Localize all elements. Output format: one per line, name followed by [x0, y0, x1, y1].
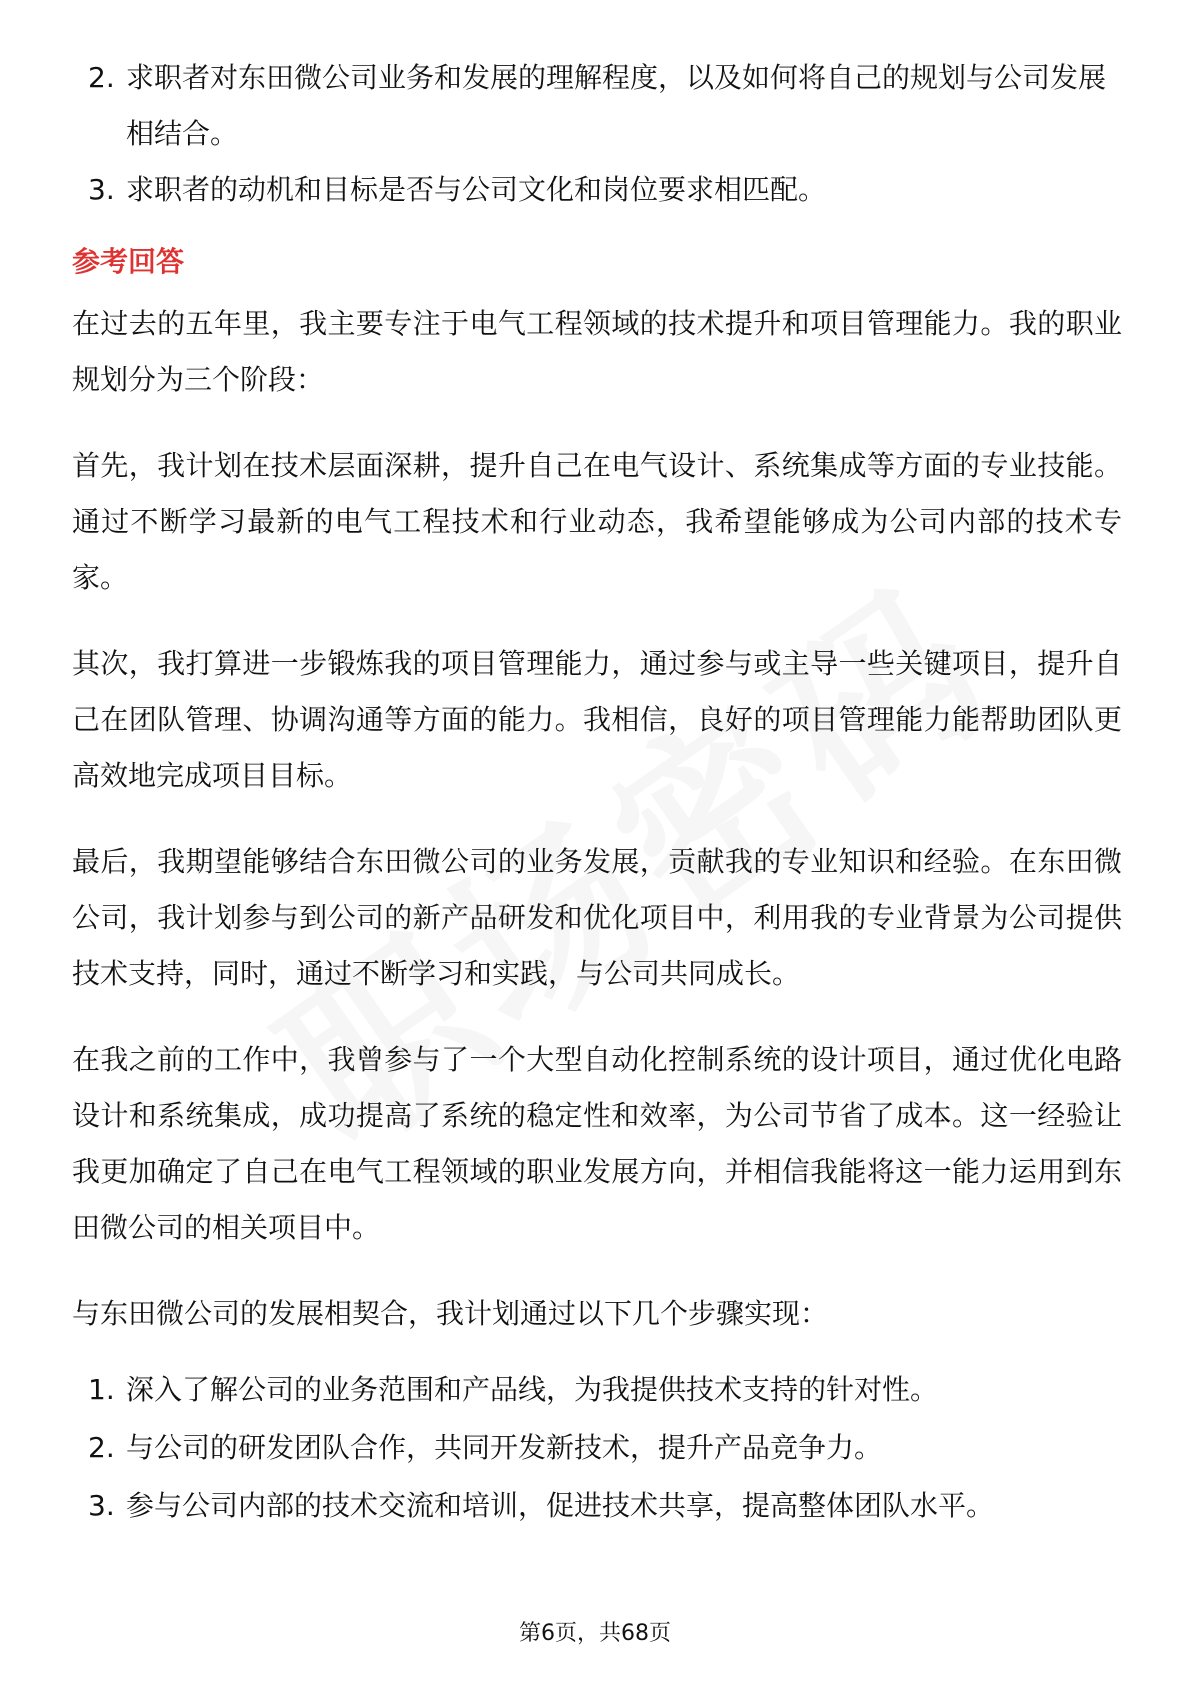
list-item-number: 2.	[88, 61, 115, 94]
list-item-number: 1.	[88, 1373, 115, 1406]
page-footer: 第6页，共68页	[519, 1621, 671, 1646]
list-item-text: 深入了解公司的业务范围和产品线，为我提供技术支持的针对性。	[126, 1373, 939, 1406]
section-title: 参考回答	[72, 245, 185, 278]
list-item	[72, 162, 1122, 218]
paragraph: 在过去的五年里，我主要专注于电气工程领域的技术提升和项目管理能力。我的职业规划分为三个阶段：	[72, 307, 1122, 396]
paragraph: 首先，我计划在技术层面深耕，提升自己在电气设计、系统集成等方面的专业技能。通过不断学习最新的电气工程技术和行业动态，我希望能够成为公司内部的技术专家。	[72, 449, 1122, 594]
list-item-number: 2.	[88, 1431, 115, 1464]
list-item-text: 参与公司内部的技术交流和培训，促进技术共享，提高整体团队水平。	[126, 1489, 995, 1522]
list-item-text: 与公司的研发团队合作，共同开发新技术，提升产品竞争力。	[126, 1431, 883, 1464]
list-item-text: 求职者的动机和目标是否与公司文化和岗位要求相匹配。	[126, 173, 827, 206]
paragraph: 与东田微公司的发展相契合，我计划通过以下几个步骤实现：	[72, 1297, 829, 1330]
paragraph: 其次，我打算进一步锻炼我的项目管理能力，通过参与或主导一些关键项目，提升自己在团队管理、协调沟通等方面的能力。我相信，良好的项目管理能力能帮助团队更高效地完成项目目标。	[72, 647, 1122, 792]
list-item	[72, 50, 1122, 162]
steps-list	[72, 1362, 1122, 1534]
list-item-number: 3.	[88, 1489, 115, 1522]
criteria-list	[72, 50, 1122, 218]
list-item	[72, 1478, 1122, 1534]
list-item-number: 3.	[88, 173, 115, 206]
paragraph: 在我之前的工作中，我曾参与了一个大型自动化控制系统的设计项目，通过优化电路设计和系统集成，成功提高了系统的稳定性和效率，为公司节省了成本。这一经验让我更加确定了自己在电气工程领域的职业发展方向，并相信我能将这一能力运用到东田微公司的相关项目中。	[72, 1043, 1122, 1244]
list-item	[72, 1420, 1122, 1476]
list-item-text: 求职者对东田微公司业务和发展的理解程度，以及如何将自己的规划与公司发展相结合。	[126, 61, 1107, 150]
list-item	[72, 1362, 1122, 1418]
paragraph: 最后，我期望能够结合东田微公司的业务发展，贡献我的专业知识和经验。在东田微公司，我计划参与到公司的新产品研发和优化项目中，利用我的专业背景为公司提供技术支持，同时，通过不断学习和实践，与公司共同成长。	[72, 845, 1122, 990]
page-content	[72, 50, 1122, 1536]
